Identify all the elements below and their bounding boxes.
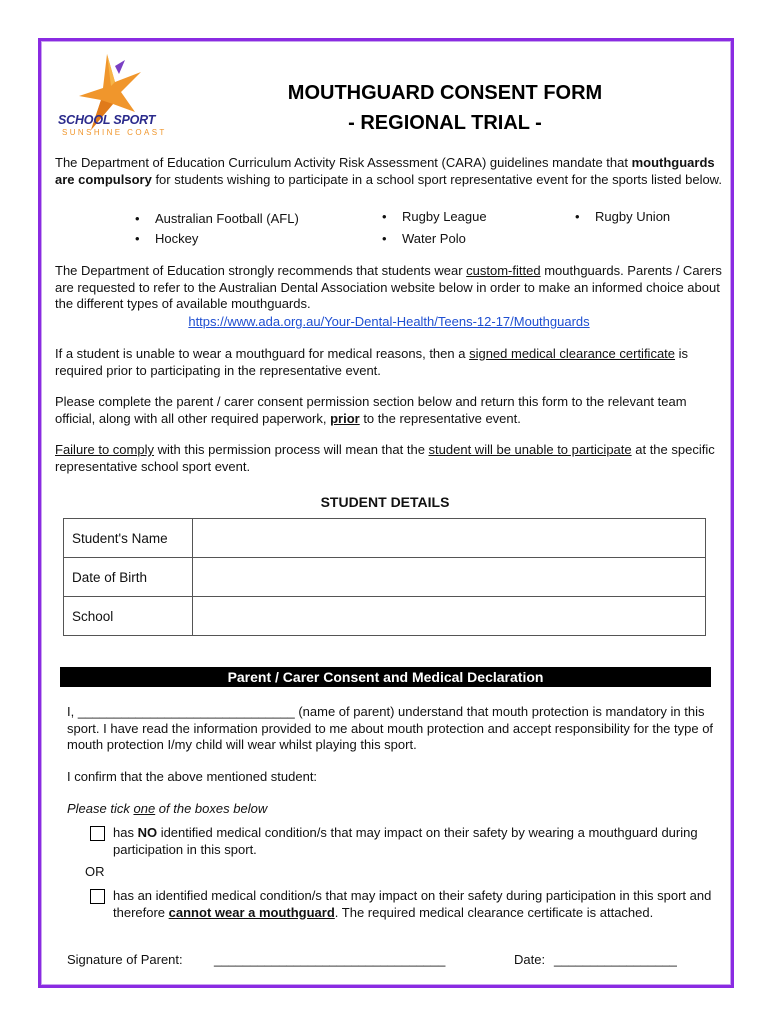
declaration-paragraph: I, ______________________________ (name of parent) understand that mouth protection is mandatory in this sport. I have read the information provided to me about mouth protection and accept responsibility for the type of mouth protection I/my child will wear whilst playing this sport. [67, 704, 714, 752]
students-name-field[interactable] [193, 519, 706, 558]
signature-label: Signature of Parent: [67, 952, 183, 967]
complete-paragraph: Please complete the parent / carer consent permission section below and return this form to the relevant team official, along with all other required paperwork, prior to the representative event. [55, 394, 687, 426]
tick-instruction: Please tick one of the boxes below [67, 801, 268, 816]
field-label: Student's Name [64, 519, 193, 558]
sport-item: • Australian Football (AFL) [155, 211, 299, 226]
sport-item: • Water Polo [402, 231, 466, 246]
sport-item: • Hockey [155, 231, 198, 246]
form-subtitle: - REGIONAL TRIAL - [348, 112, 542, 134]
ada-link-row [55, 314, 723, 331]
student-details-title: STUDENT DETAILS [320, 494, 450, 510]
table-row [64, 519, 706, 558]
table-row [64, 597, 706, 636]
ada-link[interactable]: https://www.ada.org.au/Your-Dental-Health/Teens-12-17/Mouthguards [188, 314, 590, 329]
form-title: MOUTHGUARD CONSENT FORM [287, 82, 603, 104]
sport-item: • Rugby Union [595, 209, 670, 224]
no-condition-label: has NO identified medical condition/s that may impact on their safety by wearing a mouthguard during participation in this sport. [113, 825, 698, 857]
school-field[interactable] [193, 597, 706, 636]
has-condition-label: has an identified medical condition/s that may impact on their safety during participation in this sport and therefore cannot wear a mouthguard. The required medical clearance certificate is attached. [113, 888, 712, 920]
signature-line[interactable]: ________________________________ [214, 952, 446, 967]
sport-item: • Rugby League [402, 209, 487, 224]
intro-paragraph: The Department of Education Curriculum Activity Risk Assessment (CARA) guidelines mandate that mouthguards are compulsory for students wishing to participate in a school sport representative event for the sports listed below. [55, 155, 722, 187]
or-text: OR [85, 864, 105, 879]
medical-paragraph: If a student is unable to wear a mouthguard for medical reasons, then a signed medical clearance certificate is required prior to participating in the representative event. [55, 346, 689, 378]
date-line[interactable]: _________________ [554, 952, 677, 967]
student-details-table [63, 518, 706, 636]
recommend-paragraph: The Department of Education strongly recommends that students wear custom-fitted mouthguards. Parents / Carers are requested to refer to the Australian Dental Association website below in order to make an informed choice about the different types of available mouthguards. [55, 263, 722, 311]
date-of-birth-field[interactable] [193, 558, 706, 597]
no-condition-checkbox[interactable] [90, 826, 105, 841]
table-row [64, 558, 706, 597]
failure-paragraph: Failure to comply with this permission process will mean that the student will be unable to participate at the specific representative school sport event. [55, 442, 715, 474]
consent-section-header: Parent / Carer Consent and Medical Declaration [60, 667, 711, 687]
has-condition-checkbox[interactable] [90, 889, 105, 904]
logo-line2: SUNSHINE COAST [62, 128, 167, 137]
date-label: Date: [514, 952, 546, 967]
logo-line1: SCHOOL SPORT [58, 113, 156, 127]
confirm-text: I confirm that the above mentioned student: [67, 769, 318, 784]
field-label: School [64, 597, 193, 636]
field-label: Date of Birth [64, 558, 193, 597]
